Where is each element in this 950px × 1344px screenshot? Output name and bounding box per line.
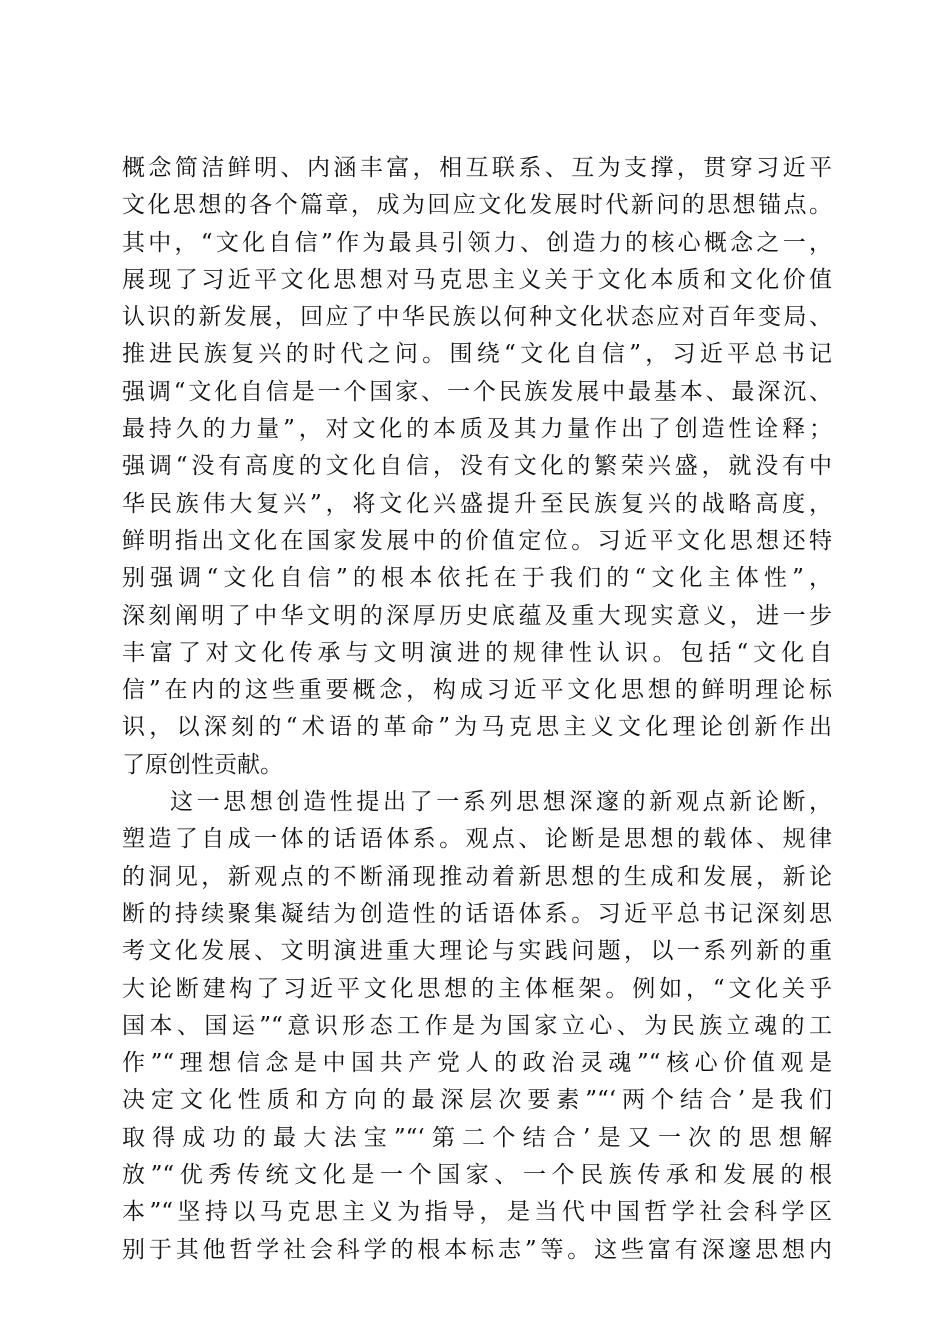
text-line: 信”在内的这些重要概念，构成习近平文化思想的鲜明理论标 bbox=[122, 677, 832, 704]
text-line: 强调“文化自信是一个国家、一个民族发展中最基本、最深沉、 bbox=[122, 378, 832, 405]
text-line: 最持久的力量”，对文化的本质及其力量作出了创造性诠释； bbox=[122, 416, 832, 443]
text-line: 展现了习近平文化思想对马克思主义关于文化本质和文化价值 bbox=[122, 266, 832, 293]
text-line: 鲜明指出文化在国家发展中的价值定位。习近平文化思想还特 bbox=[122, 527, 832, 554]
text-line: 识，以深刻的“术语的革命”为马克思主义文化理论创新作出 bbox=[122, 714, 832, 741]
text-line: 决定文化性质和方向的最深层次要素”“‘两个结合’是我们 bbox=[122, 1087, 832, 1114]
text-line: 放”“优秀传统文化是一个国家、一个民族传承和发展的根 bbox=[122, 1162, 832, 1189]
text-line: 的洞见，新观点的不断涌现推动着新思想的生成和发展，新论 bbox=[122, 863, 832, 890]
text-line: 断的持续聚集凝结为创造性的话语体系。习近平总书记深刻思 bbox=[122, 900, 832, 927]
text-line: 国本、国运”“意识形态工作是为国家立心、为民族立魂的工 bbox=[122, 1012, 832, 1039]
body-text bbox=[122, 150, 832, 1269]
text-line: 本”“坚持以马克思主义为指导，是当代中国哲学社会科学区 bbox=[122, 1199, 832, 1226]
text-line: 认识的新发展，回应了中华民族以何种文化状态应对百年变局、 bbox=[122, 304, 832, 331]
text-line: 塑造了自成一体的话语体系。观点、论断是思想的载体、规律 bbox=[122, 826, 832, 853]
text-line: 文化思想的各个篇章，成为回应文化发展时代新问的思想锚点。 bbox=[122, 192, 832, 219]
text-line: 大论断建构了习近平文化思想的主体框架。例如，“文化关乎 bbox=[122, 975, 832, 1002]
paragraph-2 bbox=[122, 784, 832, 1269]
text-line: 深刻阐明了中华文明的深厚历史底蕴及重大现实意义，进一步 bbox=[122, 602, 832, 629]
text-line: 取得成功的最大法宝”“‘第二个结合’是又一次的思想解 bbox=[122, 1124, 832, 1151]
text-line: 推进民族复兴的时代之问。围绕“文化自信”，习近平总书记 bbox=[122, 341, 832, 368]
text-line: 作”“理想信念是中国共产党人的政治灵魂”“核心价值观是 bbox=[122, 1050, 832, 1077]
text-line: 强调“没有高度的文化自信，没有文化的繁荣兴盛，就没有中 bbox=[122, 453, 832, 480]
text-line: 概念简洁鲜明、内涵丰富，相互联系、互为支撑，贯穿习近平 bbox=[122, 155, 832, 181]
text-line: 丰富了对文化传承与文明演进的规律性认识。包括“文化自 bbox=[122, 639, 832, 666]
text-line: 这一思想创造性提出了一系列思想深邃的新观点新论断， bbox=[170, 789, 832, 816]
text-line: 别于其他哲学社会科学的根本标志”等。这些富有深邃思想内 bbox=[122, 1236, 832, 1263]
paragraph-1 bbox=[122, 150, 832, 784]
text-line: 考文化发展、文明演进重大理论与实践问题，以一系列新的重 bbox=[122, 938, 832, 965]
text-line: 别强调“文化自信”的根本依托在于我们的“文化主体性”， bbox=[122, 565, 832, 592]
text-line: 了原创性贡献。 bbox=[122, 751, 283, 778]
text-line: 其中，“文化自信”作为最具引领力、创造力的核心概念之一， bbox=[122, 229, 832, 256]
text-line: 华民族伟大复兴”，将文化兴盛提升至民族复兴的战略高度， bbox=[122, 490, 832, 517]
